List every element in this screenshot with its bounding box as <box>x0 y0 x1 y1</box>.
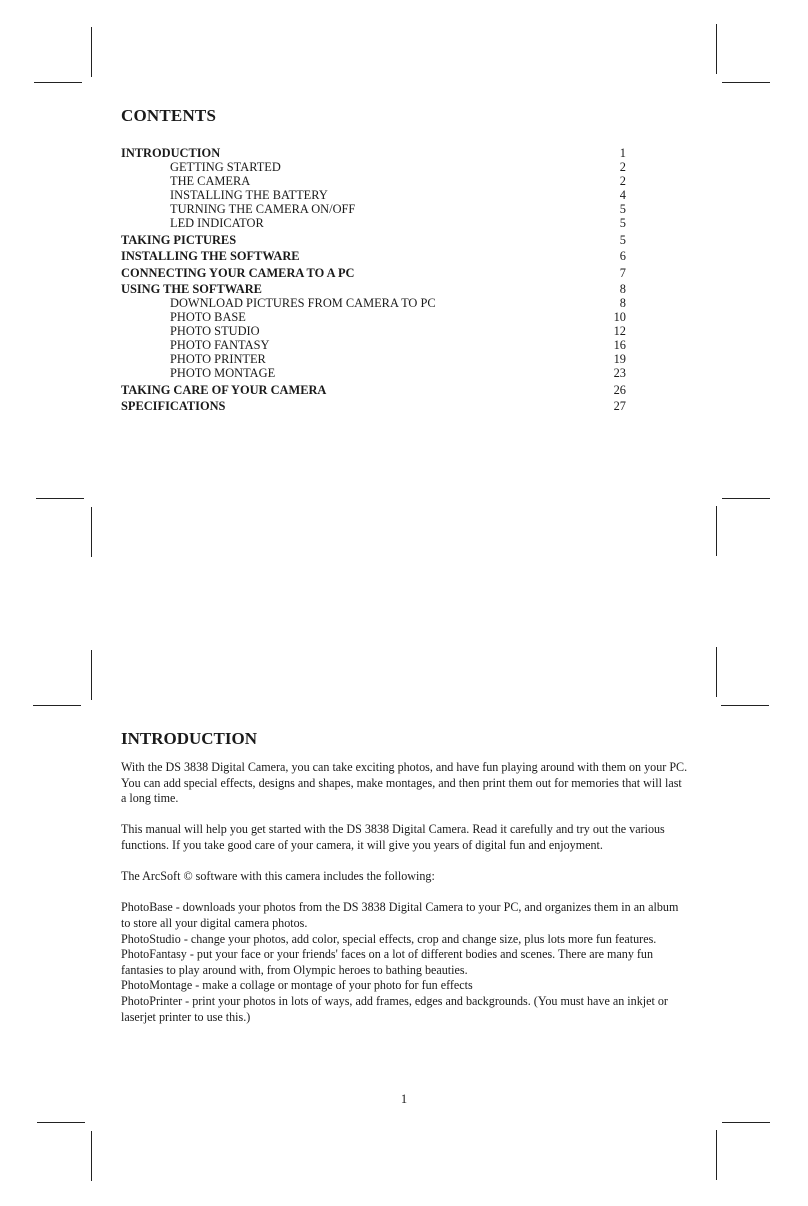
toc-entry-title: THE CAMERA <box>170 174 251 188</box>
crop-mark <box>91 27 92 77</box>
toc-entry <box>121 160 626 174</box>
page-number: 1 <box>400 1092 408 1106</box>
toc-entry-title: INSTALLING THE SOFTWARE <box>121 249 300 263</box>
crop-mark <box>34 82 82 83</box>
toc-entry-title: TAKING PICTURES <box>121 232 237 247</box>
toc-entry <box>121 296 626 310</box>
toc-entry-page: 27 <box>613 399 626 413</box>
toc-entry-title: INTRODUCTION <box>121 146 221 160</box>
toc-entry-title: PHOTO PRINTER <box>170 352 266 366</box>
intro-paragraph: The ArcSoft © software with this camera includes the following: <box>121 869 435 884</box>
crop-mark <box>716 647 717 697</box>
crop-mark <box>722 1122 770 1123</box>
toc-entry-title: LED INDICATOR <box>170 216 264 230</box>
toc-entry-title: PHOTO BASE <box>170 310 246 324</box>
toc-entry <box>121 266 626 280</box>
toc-entry-page: 4 <box>619 188 626 202</box>
toc-entry-title: TAKING CARE OF YOUR CAMERA <box>121 382 327 397</box>
toc-entry <box>121 383 626 397</box>
table-of-contents <box>121 146 626 413</box>
toc-entry-title: TURNING THE CAMERA ON/OFF <box>170 202 356 216</box>
toc-entry <box>121 216 626 230</box>
toc-entry <box>121 352 626 366</box>
toc-entry <box>121 324 626 338</box>
software-item-photofantasy: PhotoFantasy - put your face or your friends' faces on a lot of different bodies and scenes. There are many fun fantasies to play around with, from Olympic heroes to bathing beauties. <box>121 947 654 977</box>
crop-mark <box>716 24 717 74</box>
toc-entry-page: 5 <box>619 216 626 230</box>
crop-mark <box>37 1122 85 1123</box>
toc-entry-title: CONNECTING YOUR CAMERA TO A PC <box>121 265 355 280</box>
toc-entry-title: SPECIFICATIONS <box>121 399 226 413</box>
crop-mark <box>36 498 84 499</box>
toc-entry-page: 16 <box>613 338 626 352</box>
toc-entry <box>121 399 626 413</box>
crop-mark <box>722 82 770 83</box>
intro-paragraph: With the DS 3838 Digital Camera, you can take exciting photos, and have fun playing around with them on your PC. You can add special effects, designs and shapes, make montages, and then print them out for memories that will last a long time. <box>121 760 688 806</box>
toc-entry-title: PHOTO STUDIO <box>170 324 260 338</box>
toc-entry-page: 2 <box>619 174 626 188</box>
toc-entry-page: 8 <box>619 296 626 310</box>
intro-paragraph: This manual will help you get started with the DS 3838 Digital Camera. Read it carefully and try out the various functions. If you take good care of your camera, it will give you years of digital fun and enjoyment. <box>121 822 665 852</box>
software-item-photomontage: PhotoMontage - make a collage or montage of your photo for fun effects <box>121 978 473 993</box>
software-item-photobase: PhotoBase - downloads your photos from the DS 3838 Digital Camera to your PC, and organizes them in an album to store all your digital camera photos. <box>121 900 679 930</box>
crop-mark <box>716 506 717 556</box>
toc-entry <box>121 146 626 160</box>
toc-entry <box>121 249 626 263</box>
crop-mark <box>91 507 92 557</box>
software-item-photoprinter: PhotoPrinter - print your photos in lots of ways, add frames, edges and backgrounds. (You must have an inkjet or laserjet printer to use this.) <box>121 993 668 1024</box>
introduction-body <box>121 760 689 1025</box>
toc-entry <box>121 174 626 188</box>
toc-entry-page: 2 <box>619 160 626 174</box>
toc-entry-title: PHOTO MONTAGE <box>170 366 276 380</box>
contents-heading: CONTENTS <box>121 106 217 125</box>
crop-mark <box>33 705 81 706</box>
toc-entry-page: 5 <box>619 202 626 216</box>
toc-entry-page: 12 <box>613 324 626 338</box>
toc-entry-title: PHOTO FANTASY <box>170 338 270 352</box>
toc-entry-title: DOWNLOAD PICTURES FROM CAMERA TO PC <box>170 296 436 310</box>
toc-entry-page: 19 <box>613 352 626 366</box>
toc-entry-title: INSTALLING THE BATTERY <box>170 188 328 202</box>
toc-entry-page: 26 <box>613 382 626 397</box>
crop-mark <box>716 1130 717 1180</box>
toc-entry-page: 5 <box>619 232 626 247</box>
toc-entry-title: USING THE SOFTWARE <box>121 282 262 296</box>
toc-entry <box>121 282 626 296</box>
toc-entry <box>121 338 626 352</box>
toc-entry <box>121 233 626 247</box>
toc-entry-page: 10 <box>613 310 626 324</box>
toc-entry <box>121 310 626 324</box>
software-item-photostudio: PhotoStudio - change your photos, add color, special effects, crop and change size, plus lots more fun features. <box>121 931 657 946</box>
crop-mark <box>722 498 770 499</box>
crop-mark <box>91 1131 92 1181</box>
toc-entry-page: 7 <box>619 265 626 280</box>
toc-entry <box>121 366 626 380</box>
introduction-heading: INTRODUCTION <box>121 729 258 748</box>
toc-entry-page: 6 <box>619 249 626 263</box>
toc-entry-page: 1 <box>619 146 626 160</box>
toc-entry <box>121 188 626 202</box>
toc-entry-page: 8 <box>619 282 626 296</box>
toc-entry-page: 23 <box>613 366 626 380</box>
toc-entry-title: GETTING STARTED <box>170 160 281 174</box>
crop-mark <box>91 650 92 700</box>
crop-mark <box>721 705 769 706</box>
toc-entry <box>121 202 626 216</box>
